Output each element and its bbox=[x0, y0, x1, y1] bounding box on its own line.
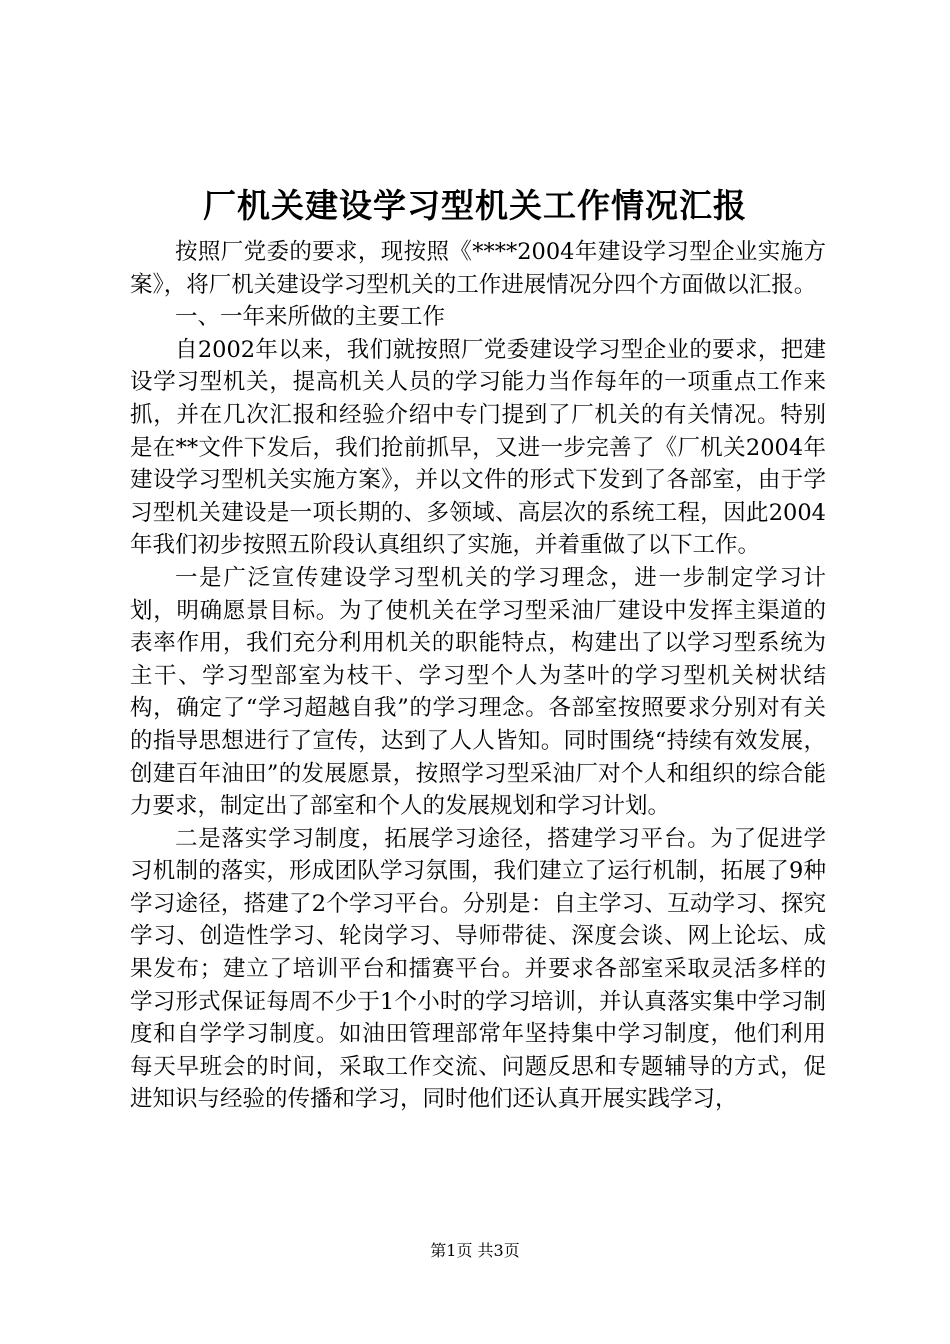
document-title: 厂机关建设学习型机关工作情况汇报 bbox=[203, 186, 747, 225]
page-number-footer: 第1页 共3页 bbox=[430, 1241, 520, 1260]
item-one-paragraph: 一是广泛宣传建设学习型机关的学习理念，进一步制定学习计划，明确愿景目标。为了使机关在学习型采油厂建设中发挥主渠道的表率作用，我们充分利用机关的职能特点，构建出了以学习型系统为主干、学习型部室为枝干、学习型个人为茎叶的学习型机关树状结构，确定了“学习超越自我”的学习理念。各部室按照要求分别对有关的指导思想进行了宣传，达到了人人皆知。同时围绕“持续有效发展，创建百年油田”的发展愿景，按照学习型采油厂对个人和组织的综合能力要求，制定出了部室和个人的发展规划和学习计划。 bbox=[130, 564, 826, 820]
intro-paragraph: 按照厂党委的要求，现按照《****2004年建设学习型企业实施方案》，将厂机关建设学习型机关的工作进展情况分四个方面做以汇报。 bbox=[130, 239, 826, 298]
item-two-paragraph: 二是落实学习制度，拓展学习途径，搭建学习平台。为了促进学习机制的落实，形成团队学习氛围，我们建立了运行机制，拓展了9种学习途径，搭建了2个学习平台。分别是：自主学习、互动学习、探究学习、创造性学习、轮岗学习、导师带徒、深度会谈、网上论坛、成果发布；建立了培训平台和擂赛平台。并要求各部室采取灵活多样的学习形式保证每周不少于1个小时的学习培训，并认真落实集中学习制度和自学学习制度。如油田管理部常年坚持集中学习制度，他们利用每天早班会的时间，采取工作交流、问题反思和专题辅导的方式，促进知识与经验的传播和学习，同时他们还认真开展实践学习， bbox=[130, 825, 826, 1113]
work-overview-paragraph: 自2002年以来，我们就按照厂党委建设学习型企业的要求，把建设学习型机关，提高机关人员的学习能力当作每年的一项重点工作来抓，并在几次汇报和经验介绍中专门提到了厂机关的有关情况。特别是在**文件下发后，我们抢前抓早，又进一步完善了《厂机关2004年建设学习型机关实施方案》，并以文件的形式下发到了各部室，由于学习型机关建设是一项长期的、多领域、高层次的系统工程，因此2004年我们初步按照五阶段认真组织了实施，并着重做了以下工作。 bbox=[130, 336, 826, 559]
section-heading: 一、一年来所做的主要工作 bbox=[175, 304, 446, 331]
document-body bbox=[130, 236, 826, 1116]
